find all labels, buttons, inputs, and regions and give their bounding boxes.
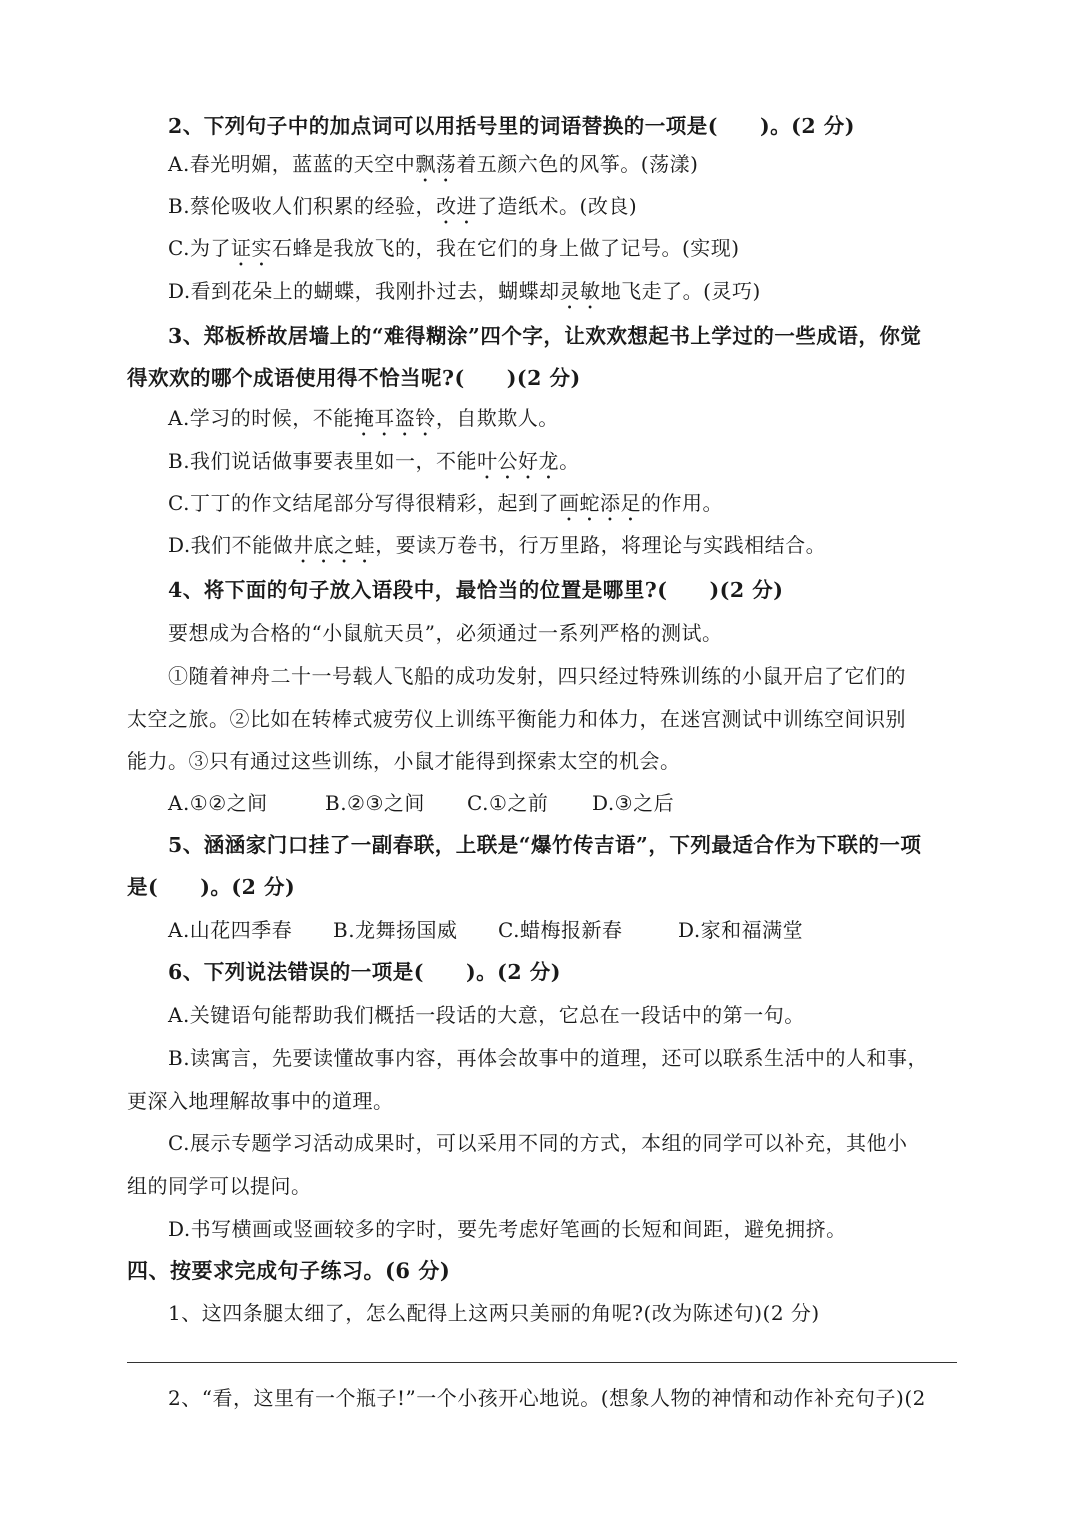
q5-stem-line2: 是( )。(2 分): [127, 875, 296, 899]
q5-option-b: B.龙舞扬国威: [333, 918, 458, 942]
q3-stem-line1: 3、郑板桥故居墙上的“难得糊涂”四个字，让欢欢想起书上学过的一些成语，你觉: [168, 324, 922, 348]
q4-stem: 4、将下面的句子放入语段中，最恰当的位置是哪里?( )(2 分): [168, 578, 784, 602]
q6-option-b-line1: B.读寓言，先要读懂故事内容，再体会故事中的道理，还可以联系生活中的人和事，: [168, 1046, 929, 1070]
q6-option-d: D.书写横画或竖画较多的字时，要先考虑好笔画的长短和间距，避免拥挤。: [168, 1217, 847, 1241]
q5-option-d: D.家和福满堂: [678, 918, 804, 942]
emphasized-word: 叶公好龙: [477, 449, 560, 473]
q5-option-c: C.蜡梅报新春: [498, 918, 623, 942]
section-4-q1: 1、这四条腿太细了，怎么配得上这两只美丽的角呢?(改为陈述句)(2 分): [168, 1301, 820, 1325]
q6-option-a: A.关键语句能帮助我们概括一段话的大意，它总在一段话中的第一句。: [168, 1003, 805, 1027]
q4-sentence: 要想成为合格的“小鼠航天员”，必须通过一系列严格的测试。: [168, 621, 723, 645]
emphasized-word: 井底之蛙: [293, 533, 376, 557]
q3-option-c: C.丁丁的作文结尾部分写得很精彩，起到了画蛇添足的作用。: [168, 491, 723, 515]
emphasized-word: 证实: [230, 236, 272, 260]
q3-option-b: B.我们说话做事要表里如一，不能叶公好龙。: [168, 449, 580, 473]
q5-option-a: A.山花四季春: [168, 918, 293, 942]
q2-option-b: B.蔡伦吸收人们积累的经验，改进了造纸术。(改良): [168, 194, 638, 218]
q4-paragraph-line1: ①随着神舟二十一号载人飞船的成功发射，四只经过特殊训练的小鼠开启了它们的: [168, 664, 906, 688]
q6-option-b-line2: 更深入地理解故事中的道理。: [127, 1089, 394, 1113]
q4-option-b: B.②③之间: [325, 791, 425, 815]
q3-option-d: D.我们不能做井底之蛙，要读万卷书，行万里路，将理论与实践相结合。: [168, 533, 827, 557]
q3-option-a: A.学习的时候，不能掩耳盗铃，自欺欺人。: [168, 406, 559, 430]
q4-paragraph-line2: 太空之旅。②比如在转棒式疲劳仪上训练平衡能力和体力，在迷宫测试中训练空间识别: [127, 707, 906, 731]
q6-stem: 6、下列说法错误的一项是( )。(2 分): [168, 960, 561, 984]
q2-stem: 2、下列句子中的加点词可以用括号里的词语替换的一项是( )。(2 分): [168, 114, 855, 138]
q4-option-c: C.①之前: [467, 791, 549, 815]
emphasized-word: 飘荡: [415, 152, 457, 176]
emphasized-word: 灵敏: [559, 279, 601, 303]
q4-paragraph-line3: 能力。③只有通过这些训练，小鼠才能得到探索太空的机会。: [127, 749, 681, 773]
q6-option-c-line2: 组的同学可以提问。: [127, 1174, 312, 1198]
answer-line[interactable]: [127, 1362, 957, 1363]
q4-option-a: A.①②之间: [168, 791, 268, 815]
q6-option-c-line1: C.展示专题学习活动成果时，可以采用不同的方式，本组的同学可以补充，其他小: [168, 1131, 908, 1155]
q2-option-a: A.春光明媚，蓝蓝的天空中飘荡着五颜六色的风筝。(荡漾): [168, 152, 699, 176]
q2-option-c: C.为了证实石蜂是我放飞的，我在它们的身上做了记号。(实现): [168, 236, 740, 260]
q2-option-d: D.看到花朵上的蝴蝶，我刚扑过去，蝴蝶却灵敏地飞走了。(灵巧): [168, 279, 761, 303]
emphasized-word: 画蛇添足: [558, 491, 641, 515]
q5-stem-line1: 5、涵涵家门口挂了一副春联，上联是“爆竹传吉语”，下列最适合作为下联的一项: [168, 833, 922, 857]
q4-option-d: D.③之后: [592, 791, 675, 815]
emphasized-word: 掩耳盗铃: [353, 406, 436, 430]
emphasized-word: 改进: [436, 194, 478, 218]
q3-stem-line2: 得欢欢的哪个成语使用得不恰当呢?( )(2 分): [127, 366, 581, 390]
section-4-title: 四、按要求完成句子练习。(6 分): [127, 1258, 451, 1283]
section-4-q2: 2、“看，这里有一个瓶子!”一个小孩开心地说。(想象人物的神情和动作补充句子)(2: [168, 1386, 926, 1410]
